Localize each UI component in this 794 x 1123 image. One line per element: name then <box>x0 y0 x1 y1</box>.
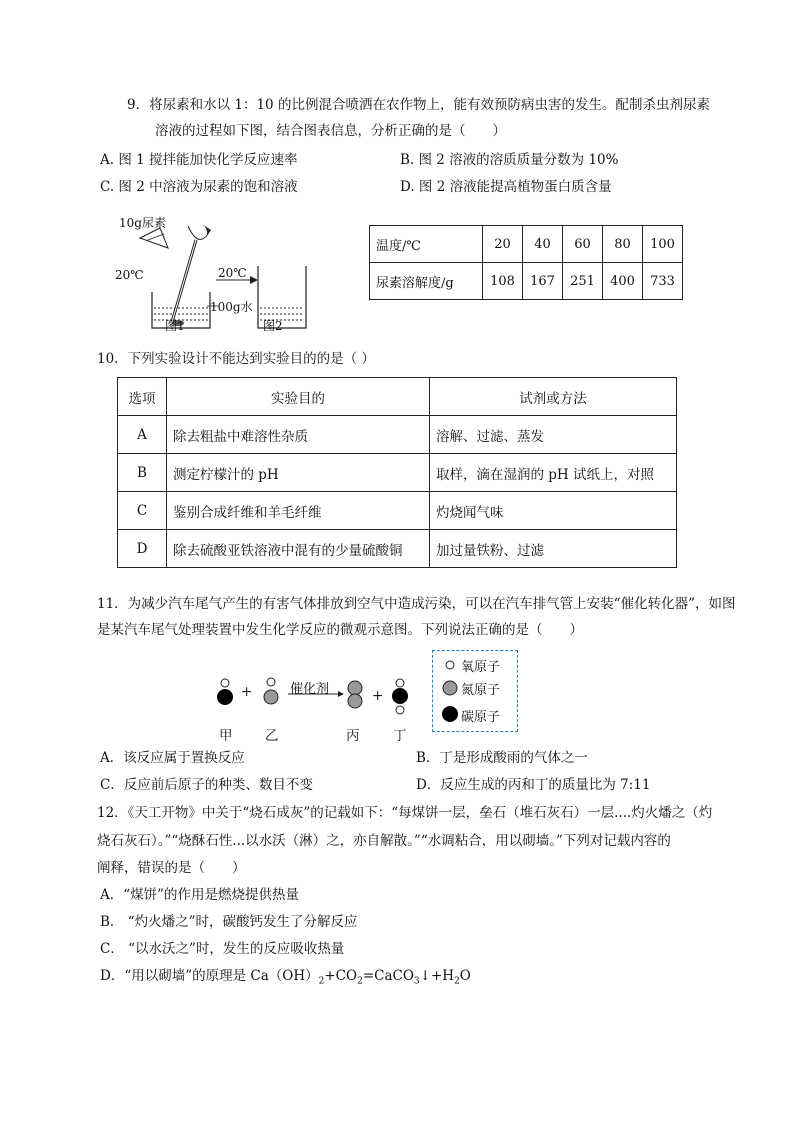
table-cell: 加过量铁粉、过滤 <box>430 530 677 568</box>
table-header-cell: 选项 <box>118 378 167 416</box>
q9-stem-line2: 溶液的过程如下图，结合图表信息，分析正确的是（ ） <box>155 123 506 139</box>
table-row <box>370 263 683 300</box>
q9-option-c: C. 图 2 中溶液为尿素的饱和溶液 <box>100 179 298 195</box>
table-row <box>118 492 677 530</box>
oxygen-atom <box>267 678 275 686</box>
table-cell: 除去硫酸亚铁溶液中混有的少量硫酸铜 <box>167 530 430 568</box>
urea-label: 10g尿素 <box>119 216 166 230</box>
table-header-cell: 试剂或方法 <box>430 378 677 416</box>
table-row <box>118 416 677 454</box>
table-cell: 40 <box>523 226 563 263</box>
label-bing: 丙 <box>346 728 360 744</box>
plus-sign-2: + <box>372 688 384 704</box>
temp-label-1: 20℃ <box>115 268 144 282</box>
q12-option-a: A．“煤饼”的作用是燃烧提供热量 <box>100 887 300 903</box>
table-cell: D <box>118 530 167 568</box>
table-cell: 灼烧闻气味 <box>430 492 677 530</box>
q11-stem-line2: 是某汽车尾气处理装置中发生化学反应的微观示意图。下列说法正确的是（ ） <box>97 622 583 638</box>
q12-stem-line3: 阐释，错误的是（ ） <box>97 860 246 876</box>
q11-option-b: B．丁是形成酸雨的气体之一 <box>416 750 588 766</box>
experiment-table <box>117 377 677 568</box>
oxygen-atom <box>221 679 229 687</box>
q12-stem-line1: 12．《天工开物》中关于“烧石成灰”的记载如下：“每煤饼一层，垒石（堆石灰石）一层....灼火燔之（灼 <box>97 805 713 821</box>
table-header-cell: 实验目的 <box>167 378 430 416</box>
fig1-caption: 图1 <box>165 319 185 333</box>
q12-option-d: D．“用以砌墙”的原理是 $Ca(OH)_2+CO_2=CaCO_3↓+H_2O$ <box>100 968 471 987</box>
table-cell: 733 <box>643 263 683 300</box>
table-row <box>118 454 677 492</box>
carbon-atom <box>217 689 233 705</box>
table-cell: 80 <box>603 226 643 263</box>
table-cell: 60 <box>563 226 603 263</box>
table-cell: B <box>118 454 167 492</box>
catalyst-label: 催化剂 <box>290 682 330 697</box>
q11-stem-line1: 11．为减少汽车尾气产生的有害气体排放到空气中造成污染，可以在汽车排气管上安装“催化转化器”，如图 <box>97 596 736 612</box>
nitrogen-atom <box>264 690 278 704</box>
nitrogen-atom <box>348 681 362 695</box>
oxygen-atom <box>396 679 404 687</box>
table-cell: 20 <box>483 226 523 263</box>
table-cell: 温度/℃ <box>370 226 483 263</box>
q10-stem: 10．下列实验设计不能达到实验目的的是（ ） <box>97 351 375 367</box>
table-row <box>118 530 677 568</box>
oxygen-atom <box>396 706 404 714</box>
temp-label-arrow: 20℃ <box>218 266 247 280</box>
table-cell: C <box>118 492 167 530</box>
legend-nitrogen: 氮原子 <box>461 683 501 698</box>
water-label: 100g水 <box>210 300 253 314</box>
table-cell: 溶解、过滤、蒸发 <box>430 416 677 454</box>
q9-option-d: D. 图 2 溶液能提高植物蛋白质含量 <box>400 179 612 195</box>
q12-option-b: B． “灼火燔之”时，碳酸钙发生了分解反应 <box>100 914 358 930</box>
table-cell: 108 <box>483 263 523 300</box>
table-cell: 100 <box>643 226 683 263</box>
q9-option-a: A. 图 1 搅拌能加快化学反应速率 <box>100 152 298 168</box>
table-cell: 251 <box>563 263 603 300</box>
table-cell: 尿素溶解度/g <box>370 263 483 300</box>
label-jia: 甲 <box>219 728 233 744</box>
table-cell: A <box>118 416 167 454</box>
legend-symbols <box>440 654 460 726</box>
table-cell: 鉴别合成纤维和羊毛纤维 <box>167 492 430 530</box>
plus-sign-1: + <box>241 684 253 700</box>
table-cell: 测定柠檬汁的 pH <box>167 454 430 492</box>
table-row <box>370 226 683 263</box>
legend-oxygen: 氧原子 <box>461 660 501 675</box>
table-cell: 取样，滴在湿润的 pH 试纸上，对照 <box>430 454 677 492</box>
label-ding: 丁 <box>393 728 407 744</box>
q11-option-a: A．该反应属于置换反应 <box>100 750 245 766</box>
legend-carbon: 碳原子 <box>461 710 501 725</box>
nitrogen-atom <box>348 694 362 708</box>
table-cell: 400 <box>603 263 643 300</box>
carbon-atom <box>392 688 408 704</box>
table-cell: 除去粗盐中难溶性杂质 <box>167 416 430 454</box>
q12-stem-line2: 烧石灰石）。”“烧酥石性...以水沃（淋）之，亦自解散。”“水调粘合，用以砌墙。”下列对记载内容的 <box>97 833 671 849</box>
label-yi: 乙 <box>265 728 279 744</box>
solubility-table <box>369 225 683 300</box>
fig2-caption: 图2 <box>263 319 283 333</box>
table-header-row <box>118 378 677 416</box>
q11-option-d: D．反应生成的丙和丁的质量比为 7:11 <box>416 777 651 793</box>
q9-option-b: B. 图 2 溶液的溶质质量分数为 10% <box>400 152 619 168</box>
q12-option-c: C． “以水沃之”时，发生的反应吸收热量 <box>100 941 345 957</box>
q9-stem-line1: 9．将尿素和水以 1：10 的比例混合喷洒在农作物上，能有效预防病虫害的发生。配制杀虫剂尿素 <box>127 97 710 113</box>
table-cell: 167 <box>523 263 563 300</box>
q11-option-c: C．反应前后原子的种类、数目不变 <box>100 777 313 793</box>
